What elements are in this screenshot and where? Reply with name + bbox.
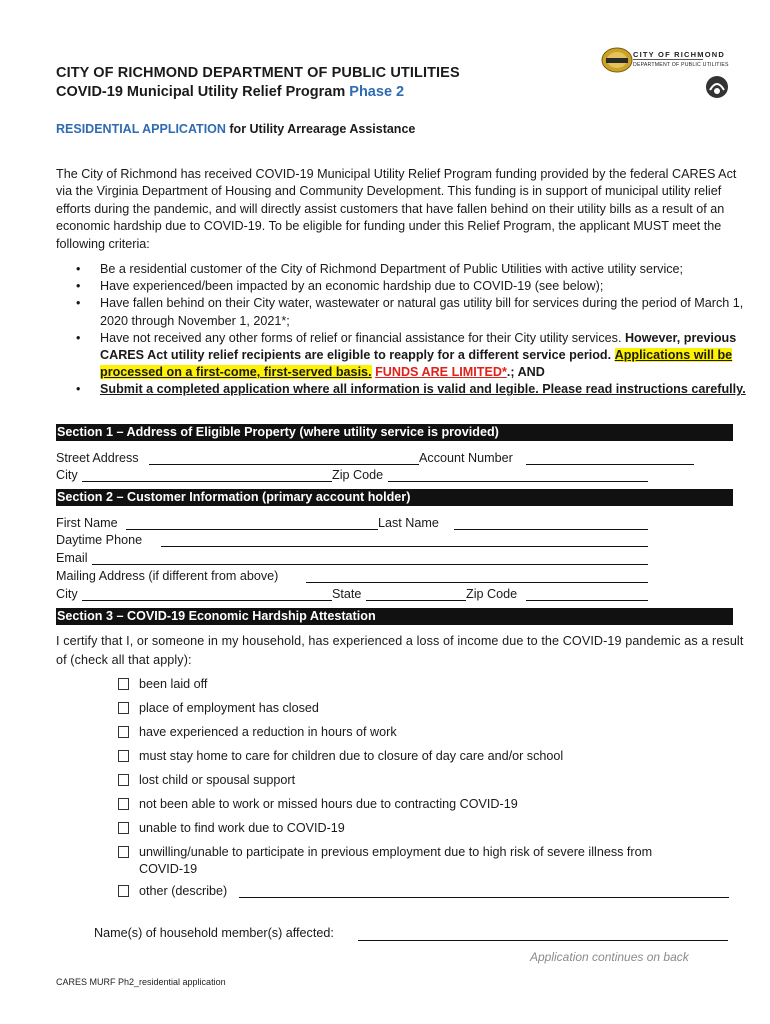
criteria-end: .; AND xyxy=(506,365,545,380)
last-name-field[interactable] xyxy=(454,529,648,530)
continues-note: Application continues on back xyxy=(530,950,689,964)
criteria-text: Have fallen behind on their City water, wastewater or natural gas utility bill for services during the period of March 1, 2020 through November 1, 2021*; xyxy=(100,296,744,328)
bullet-icon: • xyxy=(76,330,81,345)
footer-label: CARES MURF Ph2_residential application xyxy=(56,977,226,987)
logo-dept-text: DEPARTMENT OF PUBLIC UTILITIES xyxy=(633,62,729,68)
first-name-label: First Name xyxy=(56,516,118,530)
check-label: place of employment has closed xyxy=(139,701,319,715)
city-logo xyxy=(600,46,740,106)
criteria-item xyxy=(56,381,746,398)
criteria-item xyxy=(56,330,746,382)
intro-paragraph: The City of Richmond has received COVID-19 Municipal Utility Relief Program funding provided by the federal CARES Act via the Virginia Department of Housing and Community Development. This funding is in support of municipal utility relief efforts during the pandemic, and will directly assist customers that have fallen behind on their utility bills as a result of an economic hardship due to COVID-19. To be eligible for funding under this Relief Program, the applicant MUST meet the following criteria: xyxy=(56,167,737,251)
section-3-header: Section 3 – COVID-19 Economic Hardship Attestation xyxy=(56,608,733,625)
check-label: not been able to work or missed hours due to contracting COVID-19 xyxy=(139,797,518,811)
bullet-icon: • xyxy=(76,279,81,294)
state-field[interactable] xyxy=(366,600,466,601)
bullet-icon: • xyxy=(76,296,81,311)
state-label: State xyxy=(332,587,362,601)
criteria-text: Be a residential customer of the City of Richmond Department of Public Utilities with active utility service; xyxy=(100,262,684,276)
checkbox[interactable] xyxy=(118,750,129,762)
application-type: RESIDENTIAL APPLICATION xyxy=(56,122,226,136)
check-label: lost child or spousal support xyxy=(139,773,296,787)
household-members-label: Name(s) of household member(s) affected: xyxy=(94,926,334,940)
mailing-address-label: Mailing Address (if different from above) xyxy=(56,569,279,583)
account-number-label: Account Number xyxy=(419,451,513,465)
program-name: COVID-19 Municipal Utility Relief Program xyxy=(56,84,350,100)
section-1-header: Section 1 – Address of Eligible Property (where utility service is provided) xyxy=(56,424,733,441)
dpu-emblem-icon xyxy=(704,74,730,100)
criteria-item xyxy=(56,261,746,278)
application-subtitle xyxy=(56,122,415,136)
mailing-zip-label: Zip Code xyxy=(466,587,518,601)
checkbox[interactable] xyxy=(118,885,129,897)
check-label: must stay home to care for children due to closure of day care and/or school xyxy=(139,749,564,763)
document-header xyxy=(56,64,460,102)
city-seal-icon xyxy=(600,46,634,76)
criteria-text: Have not received any other forms of relief or financial assistance for their City utility services. xyxy=(100,330,625,345)
first-name-field[interactable] xyxy=(126,529,378,530)
section-2-header: Section 2 – Customer Information (primary account holder) xyxy=(56,489,733,506)
bullet-icon: • xyxy=(76,382,81,397)
criteria-text: Have experienced/been impacted by an economic hardship due to COVID-19 (see below); xyxy=(100,279,604,294)
bullet-icon: • xyxy=(76,262,81,276)
household-members-field[interactable] xyxy=(358,940,728,941)
program-title xyxy=(56,83,460,102)
department-title: CITY OF RICHMOND DEPARTMENT OF PUBLIC UTILITIES xyxy=(56,65,460,81)
other-describe-field[interactable] xyxy=(239,897,729,898)
checkbox[interactable] xyxy=(118,678,129,690)
phase-label: Phase 2 xyxy=(349,84,405,100)
checkbox[interactable] xyxy=(118,822,129,834)
checkbox[interactable] xyxy=(118,702,129,714)
checkbox[interactable] xyxy=(118,846,129,858)
eligibility-criteria xyxy=(56,261,746,399)
daytime-phone-label: Daytime Phone xyxy=(56,533,143,547)
mailing-city-label: City xyxy=(56,587,78,601)
reapply-notice: However, previous CARES Act utility relief recipients are eligible to reapply for a different service period. xyxy=(100,330,737,363)
daytime-phone-field[interactable] xyxy=(161,546,648,547)
funds-limited-notice: FUNDS ARE LIMITED* xyxy=(375,365,507,380)
logo-city-text: CITY OF RICHMOND xyxy=(633,50,725,59)
email-label: Email xyxy=(56,551,88,565)
certify-statement: I certify that I, or someone in my household, has experienced a loss of income due to the COVID-19 pandemic as a result of (check all that apply): xyxy=(56,634,744,667)
submit-instruction: Submit a completed application where all information is valid and legible. Please read instructions carefully. xyxy=(100,382,746,397)
criteria-item xyxy=(56,278,746,295)
street-address-field[interactable] xyxy=(149,464,419,465)
logo-divider xyxy=(633,59,703,60)
mailing-city-field[interactable] xyxy=(82,600,332,601)
city-label: City xyxy=(56,468,78,482)
check-label: been laid off xyxy=(139,677,208,691)
check-label: unwilling/unable to participate in previous employment due to high risk of severe illness from xyxy=(139,845,653,859)
zip-code-label: Zip Code xyxy=(332,468,384,482)
check-label: COVID-19 xyxy=(139,862,198,876)
email-field[interactable] xyxy=(92,564,648,565)
mailing-zip-field[interactable] xyxy=(526,600,648,601)
zip-code-field[interactable] xyxy=(388,481,648,482)
checkbox[interactable] xyxy=(118,774,129,786)
first-come-notice: Applications will be processed on a first-come, first-served basis. xyxy=(100,348,733,380)
check-label: other (describe) xyxy=(139,884,228,898)
mailing-address-field[interactable] xyxy=(306,582,648,583)
check-label: unable to find work due to COVID-19 xyxy=(139,821,345,835)
check-label: have experienced a reduction in hours of work xyxy=(139,725,397,739)
criteria-item xyxy=(56,295,746,329)
checkbox[interactable] xyxy=(118,726,129,738)
city-field[interactable] xyxy=(82,481,332,482)
checkbox[interactable] xyxy=(118,798,129,810)
account-number-field[interactable] xyxy=(526,464,694,465)
last-name-label: Last Name xyxy=(378,516,439,530)
household-members-row xyxy=(94,926,334,940)
application-purpose: for Utility Arrearage Assistance xyxy=(225,122,416,136)
street-address-label: Street Address xyxy=(56,451,139,465)
